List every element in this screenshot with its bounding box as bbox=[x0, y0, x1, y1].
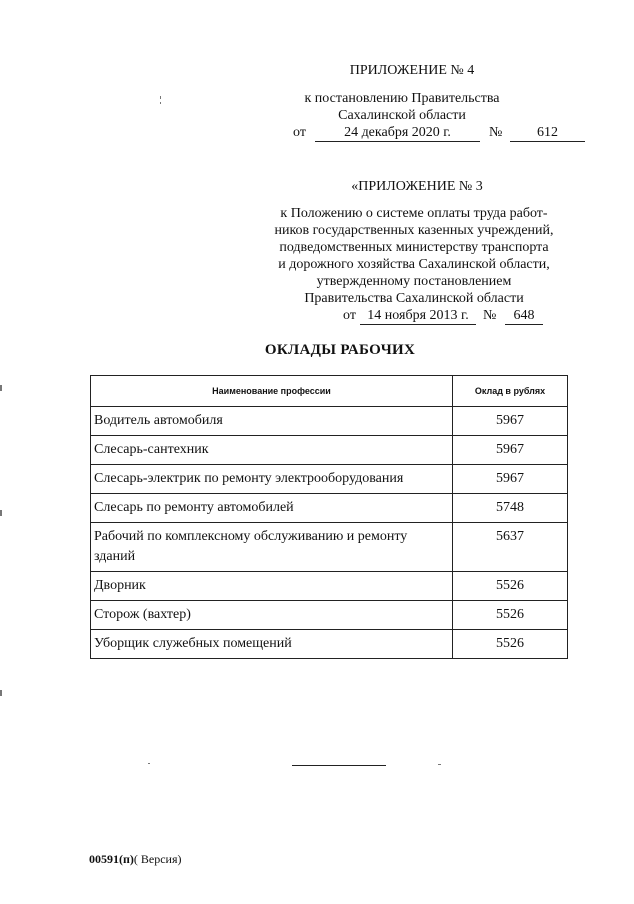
scan-speck bbox=[148, 763, 150, 764]
scan-speck bbox=[0, 510, 2, 516]
regulation-date: 14 ноября 2013 г. bbox=[367, 308, 469, 323]
regulation-number: 648 bbox=[513, 308, 535, 323]
document-version: ( Версия) bbox=[133, 852, 182, 866]
profession-cell: Слесарь по ремонту автомобилей bbox=[91, 494, 453, 523]
salary-cell: 5526 bbox=[453, 572, 568, 601]
document-code: 00591(п) bbox=[89, 852, 134, 866]
profession-cell: Уборщик служебных помещений bbox=[91, 630, 453, 659]
table-row bbox=[91, 465, 568, 494]
regulation-number-underline bbox=[505, 324, 543, 325]
profession-cell: Сторож (вахтер) bbox=[91, 601, 453, 630]
table-row bbox=[91, 601, 568, 630]
closing-rule bbox=[292, 765, 386, 766]
appendix-3-description-line: ников государственных казенных учреждений, bbox=[274, 223, 554, 238]
table-row bbox=[91, 407, 568, 436]
regulation-date-underline bbox=[360, 324, 476, 325]
resolution-date-underline bbox=[315, 141, 480, 142]
salary-cell: 5526 bbox=[453, 630, 568, 659]
profession-cell: Рабочий по комплексному обслуживанию и ремонту зданий bbox=[91, 523, 453, 572]
resolution-date-prefix: от bbox=[293, 125, 306, 140]
salary-cell: 5637 bbox=[453, 523, 568, 572]
table-row bbox=[91, 436, 568, 465]
salary-cell: 5967 bbox=[453, 465, 568, 494]
scan-speck bbox=[438, 764, 441, 765]
profession-cell: Слесарь-сантехник bbox=[91, 436, 453, 465]
profession-column-header: Наименование профессии bbox=[91, 376, 453, 407]
appendix-4-title: ПРИЛОЖЕНИЕ № 4 bbox=[349, 63, 475, 78]
resolution-number: 612 bbox=[537, 125, 558, 140]
table-row bbox=[91, 572, 568, 601]
profession-cell: Дворник bbox=[91, 572, 453, 601]
salary-column-header: Оклад в рублях bbox=[453, 376, 568, 407]
salary-table bbox=[90, 375, 568, 659]
regulation-date-prefix: от bbox=[343, 308, 356, 323]
scan-speck bbox=[160, 96, 161, 99]
profession-cell: Слесарь-электрик по ремонту электрооборудования bbox=[91, 465, 453, 494]
resolution-date: 24 декабря 2020 г. bbox=[344, 125, 451, 140]
salary-cell: 5967 bbox=[453, 436, 568, 465]
appendix-3-title: «ПРИЛОЖЕНИЕ № 3 bbox=[351, 179, 483, 194]
document-version-code bbox=[89, 851, 182, 868]
salary-cell: 5748 bbox=[453, 494, 568, 523]
appendix-4-region-line: Сахалинской области bbox=[338, 108, 466, 123]
table-header-row bbox=[91, 376, 568, 407]
table-row bbox=[91, 494, 568, 523]
scan-speck bbox=[0, 385, 2, 391]
profession-cell: Водитель автомобиля bbox=[91, 407, 453, 436]
table-row bbox=[91, 630, 568, 659]
scan-speck bbox=[160, 102, 161, 104]
table-row bbox=[91, 523, 568, 572]
regulation-number-sign: № bbox=[483, 308, 497, 323]
table-title: ОКЛАДЫ РАБОЧИХ bbox=[264, 342, 416, 358]
salary-cell: 5967 bbox=[453, 407, 568, 436]
resolution-number-sign: № bbox=[489, 125, 503, 140]
appendix-3-description-line: к Положению о системе оплаты труда работ- bbox=[280, 206, 548, 221]
appendix-3-description-line: и дорожного хозяйства Сахалинской области, bbox=[278, 257, 550, 272]
appendix-3-description-line: подведомственных министерству транспорта bbox=[279, 240, 549, 255]
salary-cell: 5526 bbox=[453, 601, 568, 630]
appendix-4-resolution-line: к постановлению Правительства bbox=[304, 91, 500, 106]
resolution-number-underline bbox=[510, 141, 585, 142]
appendix-3-description-line: Правительства Сахалинской области bbox=[304, 291, 524, 306]
appendix-3-description-line: утвержденному постановлением bbox=[316, 274, 512, 289]
scan-speck bbox=[0, 690, 2, 696]
